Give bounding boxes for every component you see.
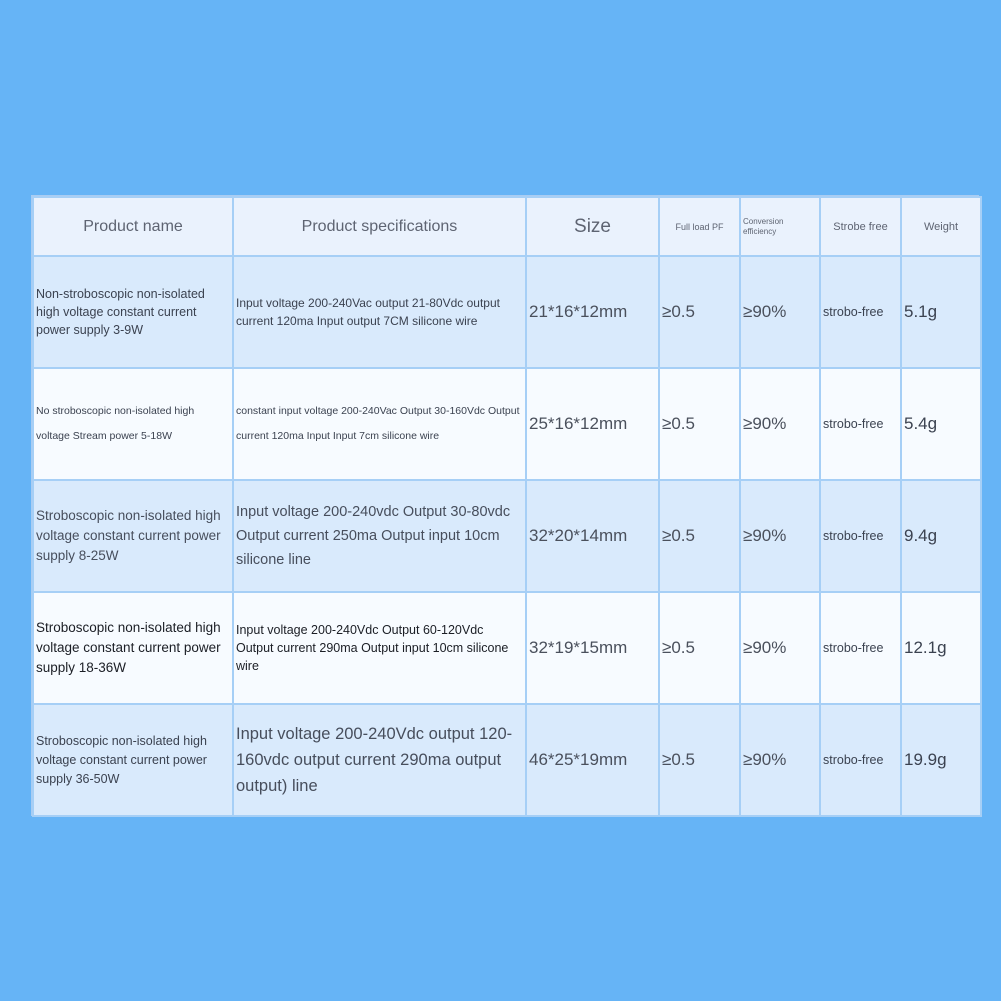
table-row [33,592,981,704]
cell-product-spec: Input voltage 200-240Vdc Output 60-120Vdc Output current 290ma Output input 10cm silicone wire [233,592,526,704]
cell-product-spec: Input voltage 200-240Vac output 21-80Vdc output current 120ma Input output 7CM silicone wire [233,256,526,368]
product-spec-table [32,196,982,817]
cell-full-load-pf: ≥0.5 [659,256,740,368]
table-row [33,480,981,592]
header-conversion-efficiency: Conversion efficiency [740,197,820,256]
header-row [33,197,981,256]
cell-product-name: Stroboscopic non-isolated high voltage constant current power supply 36-50W [33,704,233,816]
spec-table-container [31,195,979,816]
cell-strobe-free: strobo-free [820,592,901,704]
cell-full-load-pf: ≥0.5 [659,480,740,592]
cell-strobe-free: strobo-free [820,480,901,592]
header-full-load-pf: Full load PF [659,197,740,256]
cell-conversion-efficiency: ≥90% [740,368,820,480]
cell-conversion-efficiency: ≥90% [740,256,820,368]
cell-size: 25*16*12mm [526,368,659,480]
cell-size: 32*19*15mm [526,592,659,704]
cell-product-name: No stroboscopic non-isolated high voltage Stream power 5-18W [33,368,233,480]
header-size: Size [526,197,659,256]
header-product-specifications: Product specifications [233,197,526,256]
cell-conversion-efficiency: ≥90% [740,704,820,816]
header-product-name: Product name [33,197,233,256]
header-strobe-free: Strobe free [820,197,901,256]
cell-full-load-pf: ≥0.5 [659,368,740,480]
header-weight: Weight [901,197,981,256]
table-row [33,368,981,480]
cell-full-load-pf: ≥0.5 [659,704,740,816]
cell-weight: 19.9g [901,704,981,816]
cell-product-spec: Input voltage 200-240vdc Output 30-80vdc Output current 250ma Output input 10cm silicone line [233,480,526,592]
cell-product-spec: Input voltage 200-240Vdc output 120-160vdc output current 290ma output output) line [233,704,526,816]
cell-product-name: Non-stroboscopic non-isolated high voltage constant current power supply 3-9W [33,256,233,368]
cell-product-name: Stroboscopic non-isolated high voltage constant current power supply 8-25W [33,480,233,592]
cell-strobe-free: strobo-free [820,704,901,816]
cell-weight: 12.1g [901,592,981,704]
cell-weight: 5.4g [901,368,981,480]
cell-conversion-efficiency: ≥90% [740,592,820,704]
cell-product-spec: constant input voltage 200-240Vac Output 30-160Vdc Output current 120ma Input Input 7cm silicone wire [233,368,526,480]
table-row [33,256,981,368]
cell-strobe-free: strobo-free [820,256,901,368]
cell-size: 21*16*12mm [526,256,659,368]
cell-size: 32*20*14mm [526,480,659,592]
table-row [33,704,981,816]
cell-strobe-free: strobo-free [820,368,901,480]
cell-product-name: Stroboscopic non-isolated high voltage constant current power supply 18-36W [33,592,233,704]
cell-weight: 5.1g [901,256,981,368]
cell-size: 46*25*19mm [526,704,659,816]
cell-weight: 9.4g [901,480,981,592]
cell-conversion-efficiency: ≥90% [740,480,820,592]
cell-full-load-pf: ≥0.5 [659,592,740,704]
